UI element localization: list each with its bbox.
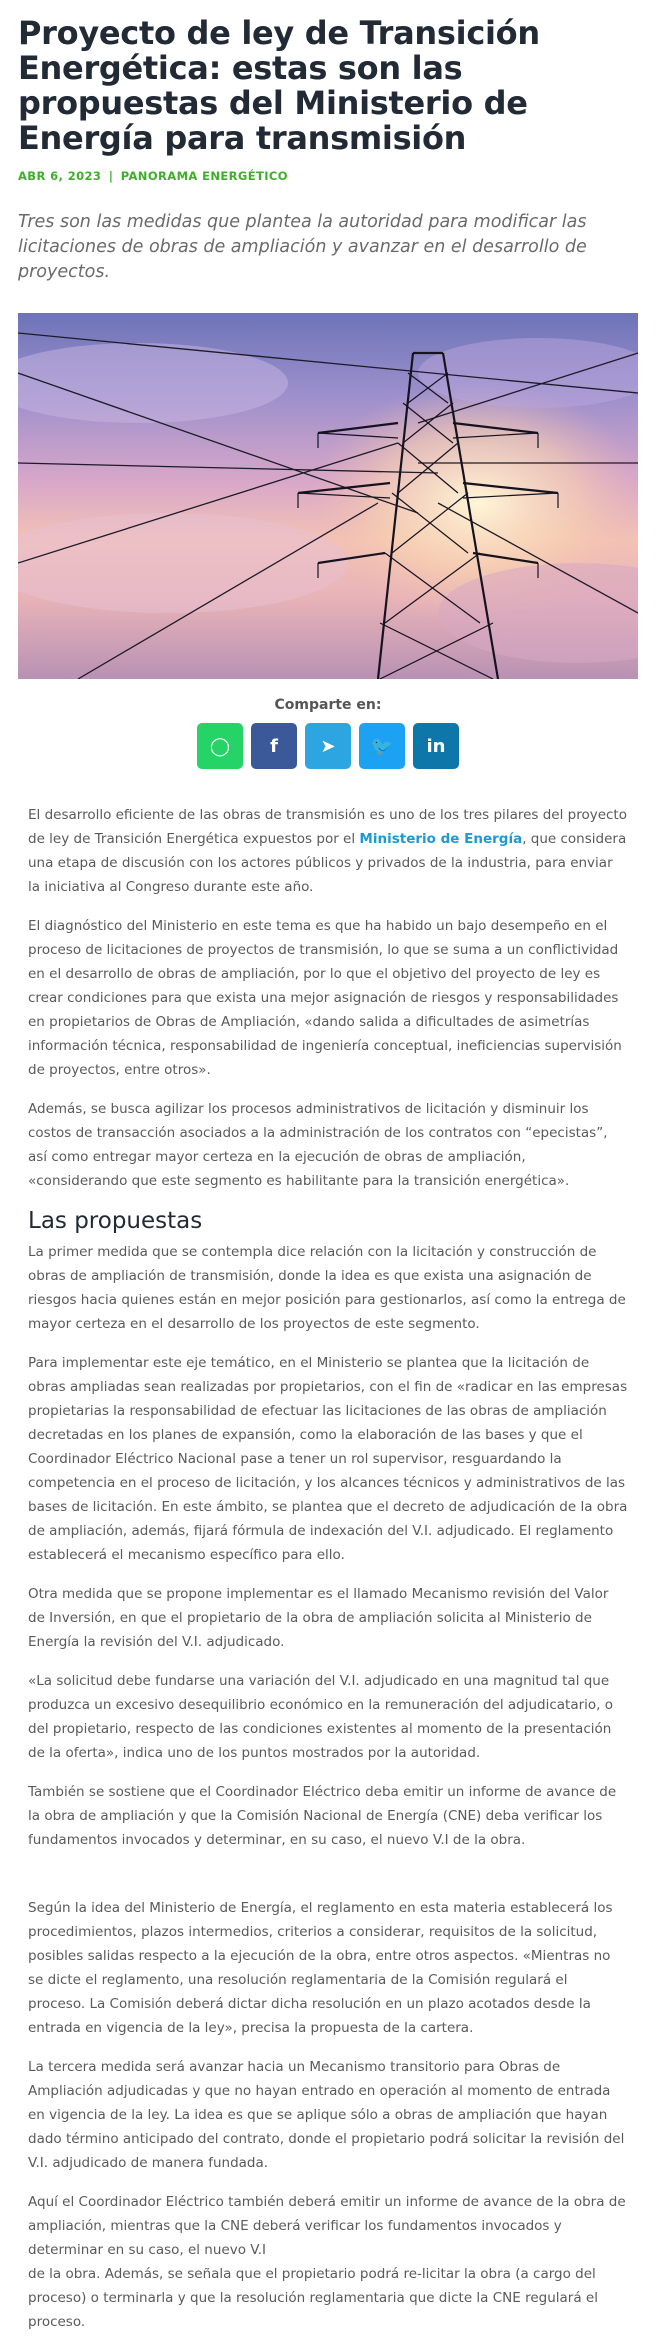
- article-date: ABR 6, 2023: [18, 169, 102, 183]
- paragraph-11: [28, 2190, 628, 2334]
- paragraph-5: Para implementar este eje temático, en el Ministerio se plantea que la licitación de obras ampliadas sean realizadas por propietarios, con el fin de «radicar en las empresas propietarias la responsabilidad de efectuar las licitaciones de las obras de ampliación decretadas en los planes de expansión, como la elaboración de las bases y que el Coordinador Eléctrico Nacional pase a tener un rol supervisor, resguardando la competencia en el proceso de licitación, y los alcances técnicos y administrativos de las bases de licitación. En este ámbito, se plantea que el decreto de adjudicación de la obra de ampliación, además, fijará fórmula de indexación del V.I. adjudicado. El reglamento establecerá el mecanismo específico para ello.: [28, 1355, 628, 1563]
- share-section: [18, 697, 638, 769]
- share-buttons: [18, 723, 638, 769]
- paragraph-7: «La solicitud debe fundarse una variación del V.I. adjudicado en una magnitud tal que produzca un excesivo desequilibrio económico en la remuneración del adjudicatario, o del propietario, respecto de las condiciones existentes al momento de la presentación de la oferta», indica uno de los puntos mostrados por la autoridad.: [28, 1673, 613, 1761]
- share-facebook-button[interactable]: [251, 723, 297, 769]
- paragraph-4: La primer medida que se contempla dice relación con la licitación y construcción de obras de ampliación de transmisión, donde la idea es que exista una asignación de riesgos hacia quienes están en mejor posición para gestionarlos, así como la entrega de mayor certeza en el desarrollo de los proyectos de este segmento.: [28, 1244, 626, 1332]
- article-body: [18, 803, 638, 2334]
- hero-image-transmission-tower: [18, 313, 638, 679]
- paragraph-2: El diagnóstico del Ministerio en este tema es que ha habido un bajo desempeño en el proceso de licitaciones de proyectos de transmisión, lo que se suma a un conflictividad en el desarrollo de obras de ampliación, por lo que el objetivo del proyecto de ley es crear condiciones para que exista una mejor asignación de riesgos y responsabilidades en propietarios de Obras de Ampliación, «dando salida a dificultades de asimetrías información técnica, responsabilidad de ingeniería conceptual, ineficiencias supervisión de proyectos, entre otros».: [28, 918, 622, 1078]
- paragraph-9: Según la idea del Ministerio de Energía, el reglamento en esta materia establecerá los procedimientos, plazos intermedios, criterios a considerar, requisitos de la solicitud, posibles salidas respecto a la ejecución de la obra, entre otros aspectos. «Mientras no se dicte el reglamento, una resolución reglamentaria de la Comisión regulará el proceso. La Comisión deberá dictar dicha resolución en un plazo acotados desde la entrada en vigencia de la ley», precisa la propuesta de la cartera.: [28, 1900, 613, 2036]
- share-linkedin-button[interactable]: [413, 723, 459, 769]
- paragraph-3: Además, se busca agilizar los procesos administrativos de licitación y disminuir los costos de transacción asociados a la administración de los contratos con “epecistas”, así como entregar mayor certeza en la ejecución de obras de ampliación, «considerando que este segmento es habilitante para la transición energética».: [28, 1101, 608, 1189]
- facebook-icon: f: [270, 735, 278, 757]
- paragraph-8: También se sostiene que el Coordinador Eléctrico deba emitir un informe de avance de la obra de ampliación y que la Comisión Nacional de Energía (CNE) deba verificar los fundamentos invocados y determinar, en su caso, el nuevo V.I de la obra.: [28, 1784, 617, 1848]
- article-title: Proyecto de ley de Transición Energética: estas son las propuestas del Ministerio de Energía para transmisión: [18, 14, 540, 157]
- linkedin-icon: in: [426, 735, 446, 757]
- share-whatsapp-button[interactable]: [197, 723, 243, 769]
- share-telegram-button[interactable]: [305, 723, 351, 769]
- paragraph-10: La tercera medida será avanzar hacia un Mecanismo transitorio para Obras de Ampliación adjudicadas y que no hayan entrado en operación al momento de entrada en vigencia de la ley. La idea es que se aplique sólo a obras de ampliación que hayan dado término anticipado del contrato, donde el propietario podrá solicitar la revisión del V.I. adjudicado de manera fundada.: [28, 2059, 625, 2171]
- section-heading-propuestas: Las propuestas: [28, 1208, 203, 1234]
- paragraph-6: Otra medida que se propone implementar es el llamado Mecanismo revisión del Valor de Inversión, en que el propietario de la obra de ampliación solicita al Ministerio de Energía la revisión del V.I. adjudicado.: [28, 1586, 609, 1650]
- share-label: Comparte en:: [274, 697, 382, 713]
- article-meta: [18, 169, 638, 183]
- share-twitter-button[interactable]: [359, 723, 405, 769]
- ministerio-energia-link[interactable]: Ministerio de Energía: [359, 831, 523, 847]
- paragraph-1: [28, 803, 628, 899]
- whatsapp-icon: ◯: [209, 735, 231, 757]
- paragraph-1-text: El desarrollo eficiente de las obras de transmisión es uno de los tres pilares del proyecto de ley de Transición Energética expuestos por el: [28, 807, 627, 847]
- meta-separator: |: [108, 169, 114, 183]
- article-category-link[interactable]: PANORAMA ENERGÉTICO: [120, 169, 288, 183]
- telegram-icon: ➤: [320, 735, 336, 757]
- transmission-tower-illustration: [18, 313, 638, 679]
- twitter-icon: 🐦: [370, 735, 394, 757]
- paragraph-1-text-end: , que considera una etapa de discusión con los actores públicos y privados de la industria, para enviar la iniciativa al Congreso durante este año.: [28, 831, 627, 895]
- paragraph-11-line-b: de la obra. Además, se señala que el propietario podrá re-licitar la obra (a cargo del proceso) o terminarla y que la resolución reglamentaria que dicte la CNE regulará el proceso.: [28, 2266, 598, 2330]
- paragraph-11-line-a: Aquí el Coordinador Eléctrico también deberá emitir un informe de avance de la obra de ampliación, mientras que la CNE deberá verificar los fundamentos invocados y determinar en su caso, el nuevo V.I: [28, 2194, 626, 2258]
- article-lead: Tres son las medidas que plantea la autoridad para modificar las licitaciones de obras de ampliación y avanzar en el desarrollo de proyectos.: [18, 212, 587, 282]
